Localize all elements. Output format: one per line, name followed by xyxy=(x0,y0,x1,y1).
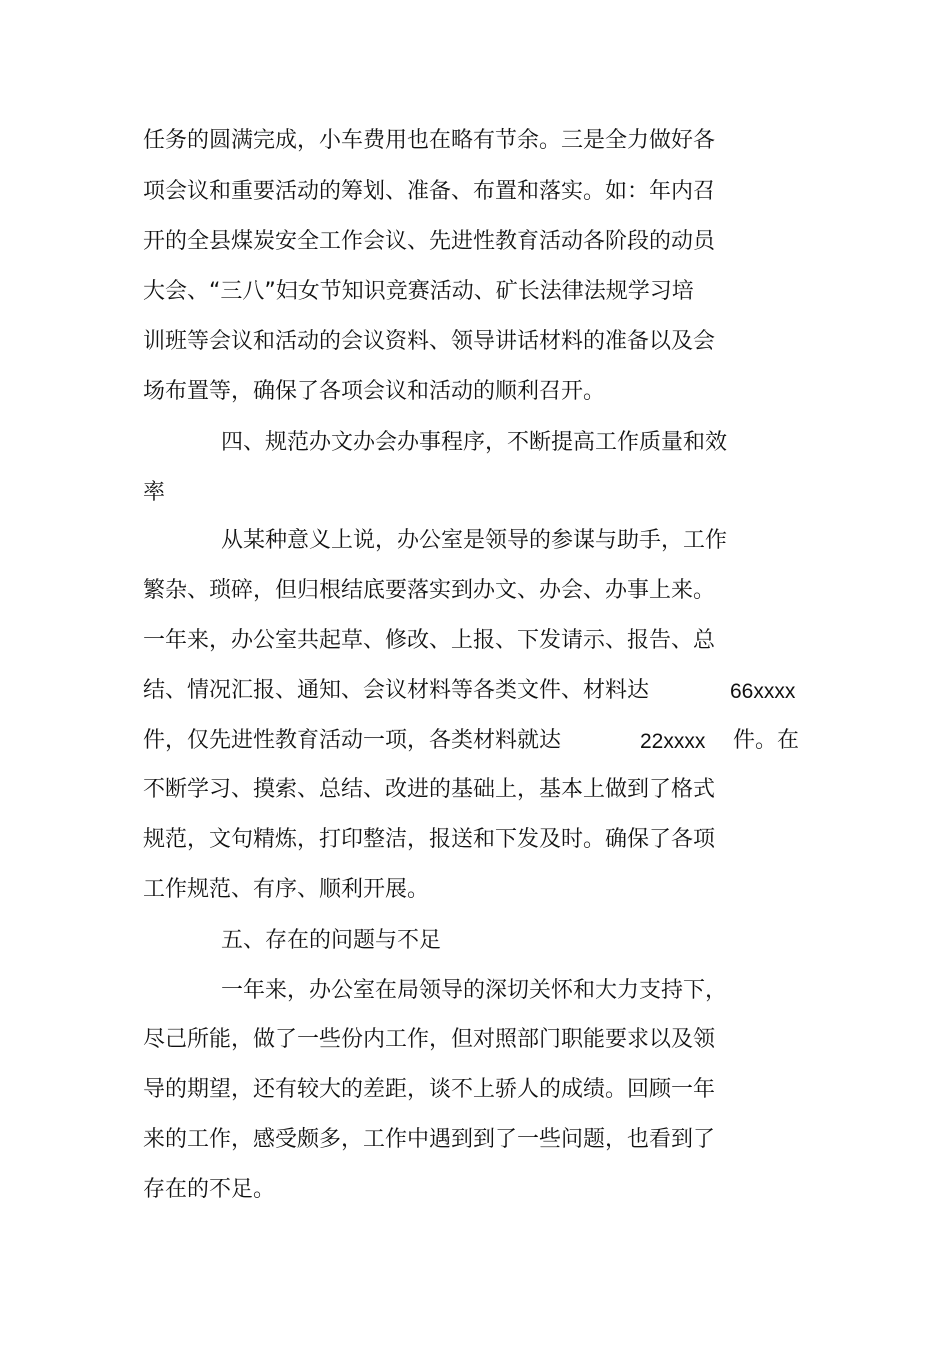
paragraph-line: 项会议和重要活动的筹划、准备、布置和落实。如：年内召 xyxy=(143,179,716,204)
paragraph-line: 一年来，办公室共起草、修改、上报、下发请示、报告、总 xyxy=(143,628,716,653)
paragraph-line: 规范，文句精炼，打印整洁，报送和下发及时。确保了各项 xyxy=(143,827,716,852)
material-count: 22xxxx xyxy=(640,730,706,753)
document-count: 66xxxx xyxy=(730,680,796,703)
paragraph-line-tail: 件。在 xyxy=(733,728,800,753)
paragraph-line: 尽己所能，做了一些份内工作，但对照部门职能要求以及领 xyxy=(143,1027,716,1052)
paragraph-line: 导的期望，还有较大的差距，谈不上骄人的成绩。回顾一年 xyxy=(143,1077,716,1102)
paragraph-line: 从某种意义上说，办公室是领导的参谋与助手，工作 xyxy=(221,528,728,553)
section-heading-continued: 率 xyxy=(143,480,166,505)
paragraph-line: 场布置等，确保了各项会议和活动的顺利召开。 xyxy=(143,379,606,404)
section-heading: 五、存在的问题与不足 xyxy=(221,928,442,953)
paragraph-line: 来的工作，感受颇多，工作中遇到到了一些问题，也看到了 xyxy=(143,1127,716,1152)
paragraph-line: 工作规范、有序、顺利开展。 xyxy=(143,877,430,902)
paragraph-line: 存在的不足。 xyxy=(143,1177,276,1202)
paragraph-line: 不断学习、摸索、总结、改进的基础上，基本上做到了格式 xyxy=(143,777,716,802)
paragraph-line: 繁杂、琐碎，但归根结底要落实到办文、办会、办事上来。 xyxy=(143,578,716,603)
paragraph-line: 开的全县煤炭安全工作会议、先进性教育活动各阶段的动员 xyxy=(143,229,716,254)
paragraph-line: 训班等会议和活动的会议资料、领导讲话材料的准备以及会 xyxy=(143,329,716,354)
paragraph-line: 大会、“三八”妇女节知识竞赛活动、矿长法律法规学习培 xyxy=(143,279,694,304)
section-heading: 四、规范办文办会办事程序，不断提高工作质量和效 xyxy=(221,430,728,455)
paragraph-line: 结、情况汇报、通知、会议材料等各类文件、材料达 xyxy=(143,678,650,703)
paragraph-line: 任务的圆满完成，小车费用也在略有节余。三是全力做好各 xyxy=(143,128,716,153)
paragraph-line: 件，仅先进性教育活动一项，各类材料就达 xyxy=(143,728,562,753)
paragraph-line: 一年来，办公室在局领导的深切关怀和大力支持下， xyxy=(221,978,728,1003)
